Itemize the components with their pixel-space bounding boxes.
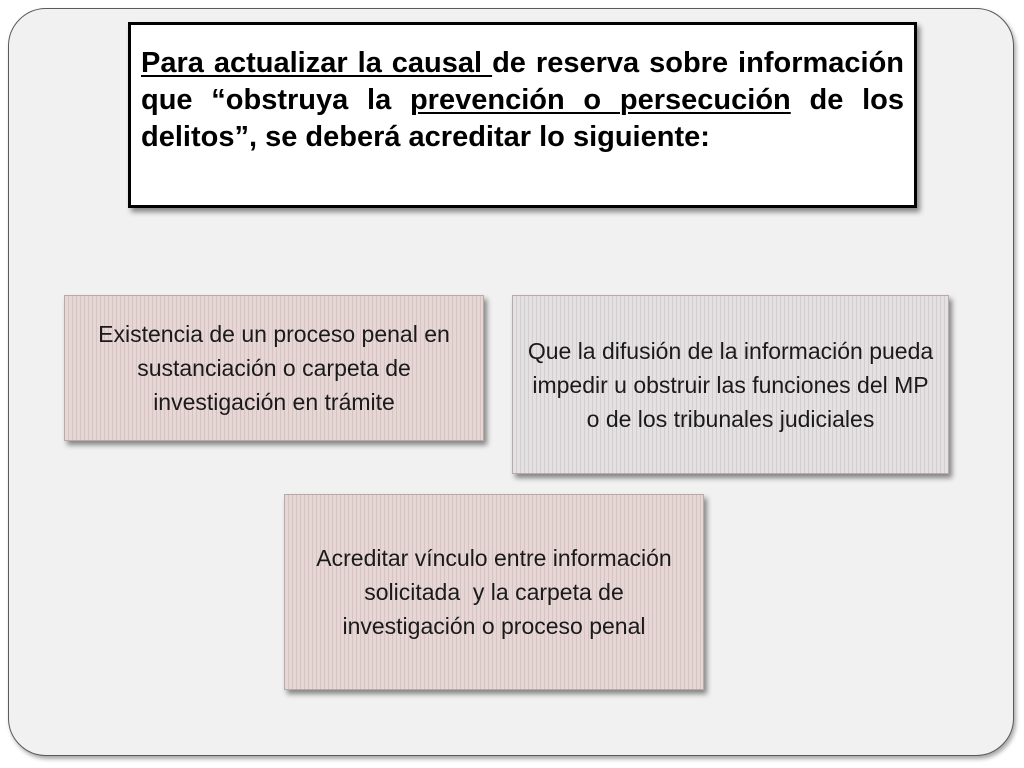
- box-difusion-text: Que la difusión de la información pueda impedir u obstruir las funciones del MP o de los tribunales judiciales: [527, 337, 934, 432]
- title-segment: de los delitos”, se deberá acreditar lo siguiente:: [141, 84, 904, 153]
- title-segment-underlined: Para actualizar la causal: [141, 47, 493, 79]
- title-box: [128, 22, 917, 208]
- title-segment: de reserva sobre información que “obstruya la: [141, 47, 905, 116]
- box-vinculo: [284, 494, 704, 690]
- box-vinculo-text: Acreditar vínculo entre información solicitada y la carpeta de investigación o proceso penal: [316, 545, 679, 639]
- box-proceso-penal-text: Existencia de un proceso penal en sustanciación o carpeta de investigación en trámite: [98, 321, 450, 415]
- box-proceso-penal: [64, 295, 484, 441]
- title-heading: [141, 45, 904, 156]
- title-segment-underlined: prevención o persecución: [409, 84, 791, 116]
- box-difusion: [512, 295, 949, 474]
